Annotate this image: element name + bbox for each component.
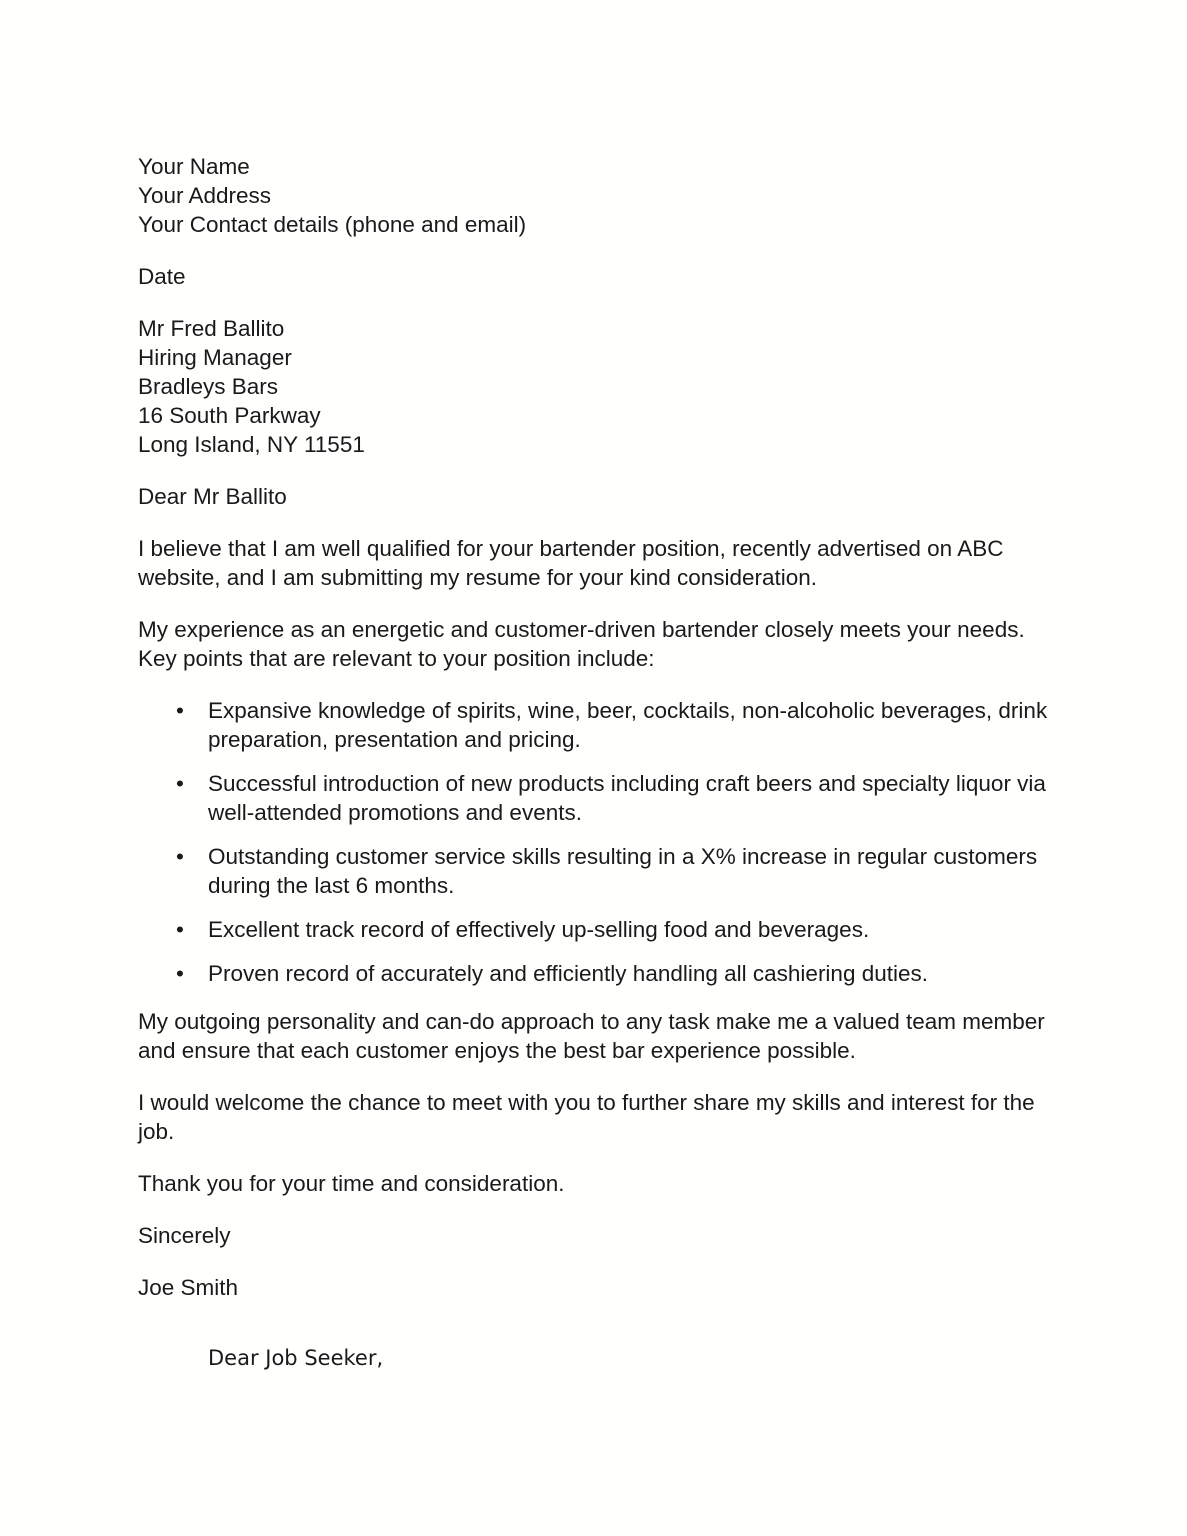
sender-line-contact: Your Contact details (phone and email) bbox=[138, 212, 527, 237]
paragraph-thanks: Thank you for your time and consideration. bbox=[138, 1171, 565, 1196]
bullet-icon: • bbox=[176, 961, 184, 986]
list-item bbox=[138, 696, 1048, 754]
recipient-address-block bbox=[138, 314, 1048, 459]
paragraph-experience: My experience as an energetic and customer-driven bartender closely meets your needs. Key points that are relevant to your position include: bbox=[138, 617, 1025, 671]
recipient-line-title: Hiring Manager bbox=[138, 345, 292, 370]
list-item bbox=[138, 959, 1048, 988]
paragraph-intro: I believe that I am well qualified for your bartender position, recently advertised on ABC website, and I am submitting my resume for your kind consideration. bbox=[138, 536, 1004, 590]
list-item bbox=[138, 769, 1048, 827]
bullet-icon: • bbox=[176, 698, 184, 723]
list-item bbox=[138, 842, 1048, 900]
date-block bbox=[138, 262, 1048, 291]
list-item-text: Proven record of accurately and efficiently handling all cashiering duties. bbox=[208, 961, 928, 986]
sender-line-name: Your Name bbox=[138, 154, 250, 179]
signature-name: Joe Smith bbox=[138, 1275, 239, 1300]
list-item-text: Expansive knowledge of spirits, wine, beer, cocktails, non-alcoholic beverages, drink preparation, presentation and pricing. bbox=[208, 698, 1048, 752]
paragraph-personality: My outgoing personality and can-do approach to any task make me a valued team member and ensure that each customer enjoys the best bar experience possible. bbox=[138, 1009, 1045, 1063]
key-points-list bbox=[138, 696, 1048, 988]
letter-body bbox=[138, 152, 1048, 1373]
salutation: Dear Mr Ballito bbox=[138, 484, 287, 509]
recipient-line-city-state-zip: Long Island, NY 11551 bbox=[138, 432, 365, 457]
recipient-line-street: 16 South Parkway bbox=[138, 403, 321, 428]
list-item-text: Successful introduction of new products including craft beers and specialty liquor via well-attended promotions and events. bbox=[208, 771, 1046, 825]
sign-off: Sincerely bbox=[138, 1223, 231, 1248]
sender-address-block bbox=[138, 152, 1048, 239]
sender-line-address: Your Address bbox=[138, 183, 272, 208]
list-item bbox=[138, 915, 1048, 944]
list-item-text: Outstanding customer service skills resulting in a X% increase in regular customers during the last 6 months. bbox=[208, 844, 1038, 898]
paragraph-meeting: I would welcome the chance to meet with you to further share my skills and interest for the job. bbox=[138, 1090, 1035, 1144]
recipient-line-company: Bradleys Bars bbox=[138, 374, 279, 399]
bullet-icon: • bbox=[176, 917, 184, 942]
date-line: Date bbox=[138, 264, 186, 289]
list-item-text: Excellent track record of effectively up-selling food and beverages. bbox=[208, 917, 870, 942]
closing-note: Dear Job Seeker, bbox=[208, 1346, 384, 1370]
bullet-icon: • bbox=[176, 771, 184, 796]
recipient-line-name: Mr Fred Ballito bbox=[138, 316, 285, 341]
bullet-icon: • bbox=[176, 844, 184, 869]
